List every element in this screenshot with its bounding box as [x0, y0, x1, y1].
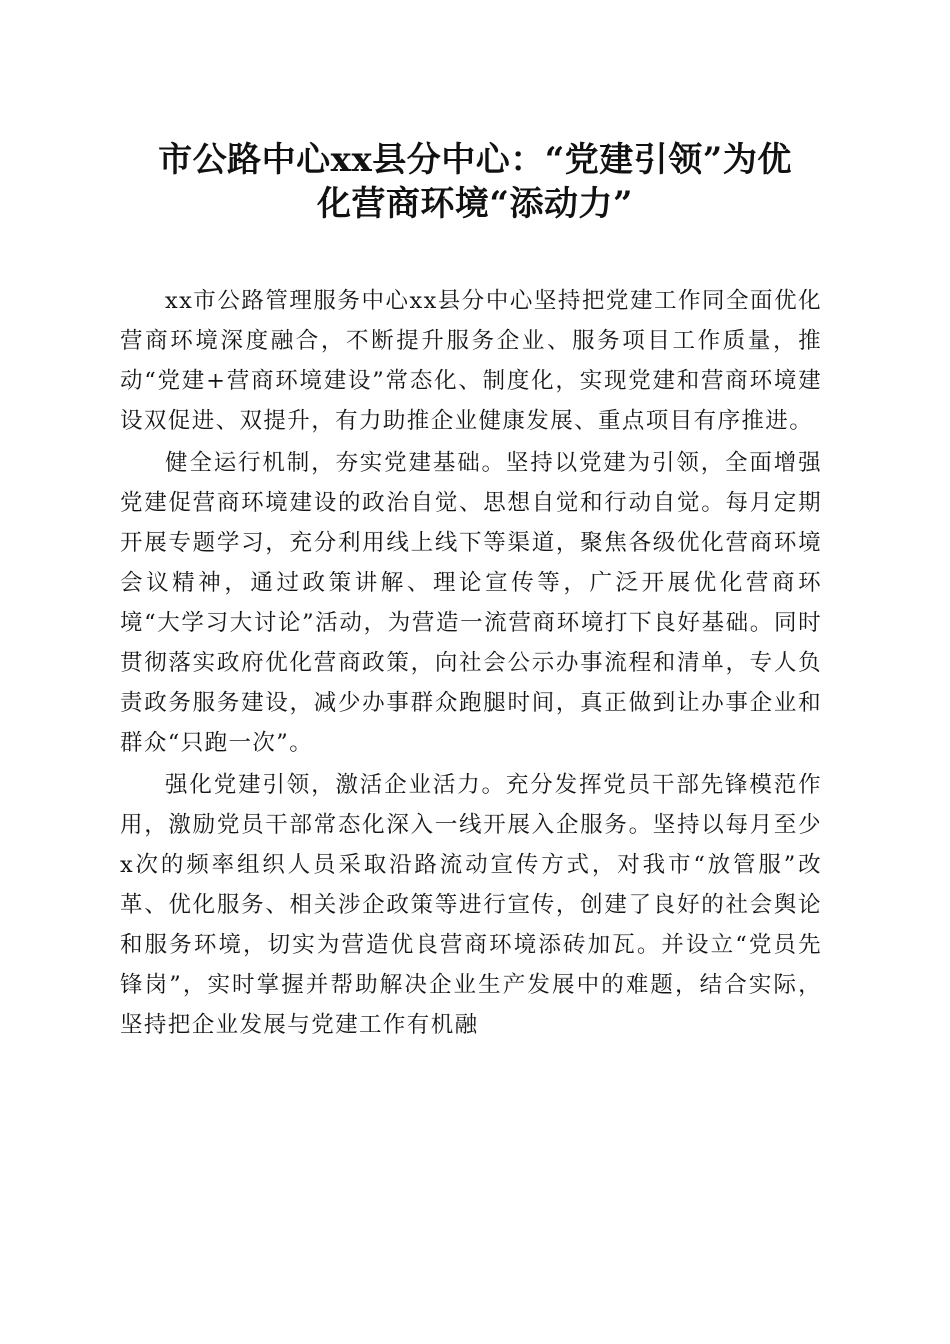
- title-line-2: 化营商环境“添动力”: [316, 184, 634, 224]
- paragraph-leadership: 强化党建引领，激活企业活力。充分发挥党员干部先锋模范作用，激励党员干部常态化深入一线开展入企服务。坚持以每月至少x次的频率组织人员采取沿路流动宣传方式，对我市“放管服”改革、优化服务、相关涉企政策等进行宣传，创建了良好的社会舆论和服务环境，切实为营造优良营商环境添砖加瓦。并设立“党员先锋岗”，实时掌握并帮助解决企业生产发展中的难题，结合实际，坚持把企业发展与党建工作有机融: [120, 772, 822, 1038]
- title-line-1: 市公路中心xx县分中心：“党建引领”为优: [158, 140, 792, 180]
- paragraph-mechanism: 健全运行机制，夯实党建基础。坚持以党建为引领，全面增强党建促营商环境建设的政治自觉、思想自觉和行动自觉。每月定期开展专题学习，充分利用线上线下等渠道，聚焦各级优化营商环境会议精神，通过政策讲解、理论宣传等，广泛开展优化营商环境“大学习大讨论”活动，为营造一流营商环境打下良好基础。同时贯彻落实政府优化营商政策，向社会公示办事流程和清单，专人负责政务服务建设，减少办事群众跑腿时间，真正做到让办事企业和群众“只跑一次”。: [120, 450, 822, 756]
- document-body: [120, 281, 822, 1045]
- document-title: [120, 138, 830, 226]
- paragraph-intro: xx市公路管理服务中心xx县分中心坚持把党建工作同全面优化营商环境深度融合，不断提升服务企业、服务项目工作质量，推动“党建+营商环境建设”常态化、制度化，实现党建和营商环境建设双促进、双提升，有力助推企业健康发展、重点项目有序推进。: [120, 288, 822, 434]
